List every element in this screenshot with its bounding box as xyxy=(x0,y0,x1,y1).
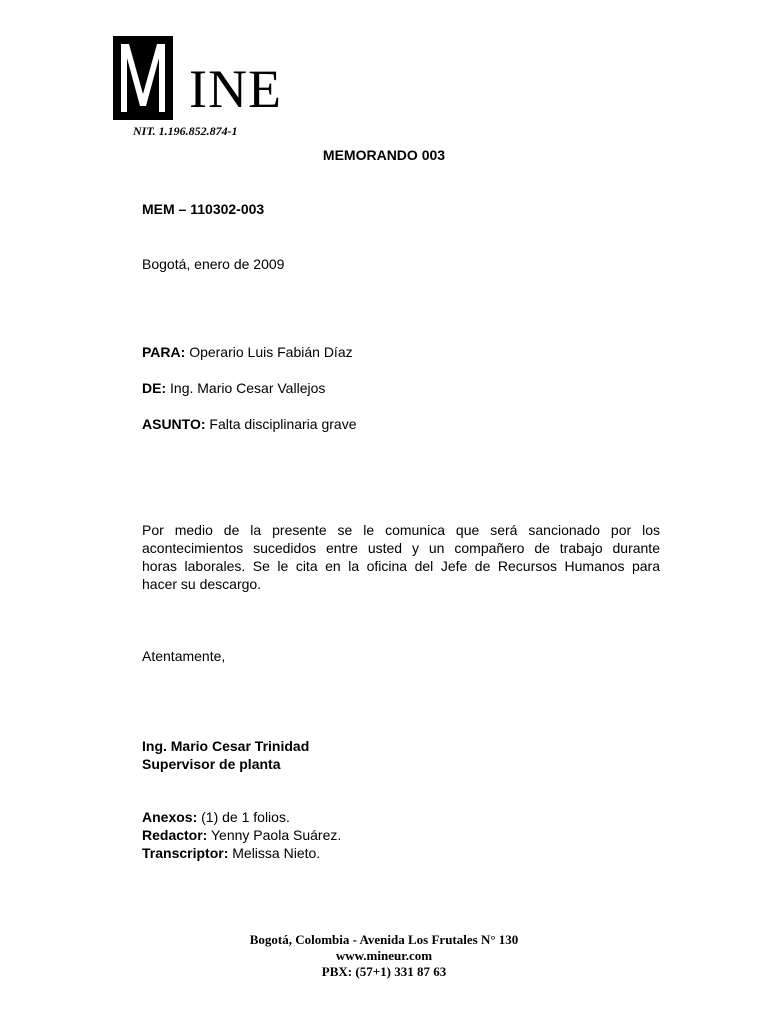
para-label: PARA: xyxy=(142,344,186,360)
page-footer xyxy=(0,932,768,980)
asunto-field xyxy=(142,415,357,433)
company-logo-mark xyxy=(113,36,173,120)
anexos-label: Anexos: xyxy=(142,809,198,825)
memo-date: Bogotá, enero de 2009 xyxy=(142,256,285,272)
transcriptor-field xyxy=(142,844,320,862)
anexos-field xyxy=(142,808,290,826)
body-line: Por medio de la presente se le comunica que será sancionado por los xyxy=(142,522,660,538)
signer-name: Ing. Mario Cesar Trinidad xyxy=(142,738,310,754)
asunto-value: Falta disciplinaria grave xyxy=(209,416,357,432)
footer-phone: PBX: (57+1) 331 87 63 xyxy=(321,964,447,979)
footer-web: www.mineur.com xyxy=(335,948,433,963)
body-line: hacer su descargo. xyxy=(142,576,262,592)
memo-body xyxy=(142,521,660,593)
closing: Atentamente, xyxy=(142,648,226,664)
body-line: acontecimientos sucedidos entre usted y un compañero de trabajo durante xyxy=(142,540,660,556)
asunto-label: ASUNTO: xyxy=(142,416,206,432)
de-value: Ing. Mario Cesar Vallejos xyxy=(170,380,326,396)
redactor-label: Redactor: xyxy=(142,827,208,843)
transcriptor-value: Melissa Nieto. xyxy=(232,845,321,861)
memo-reference: MEM – 110302-003 xyxy=(142,201,265,217)
memo-title: MEMORANDO 003 xyxy=(322,147,446,163)
de-label: DE: xyxy=(142,380,167,396)
para-field xyxy=(142,343,353,361)
anexos-value: (1) de 1 folios. xyxy=(201,809,290,825)
redactor-field xyxy=(142,826,341,844)
para-value: Operario Luis Fabián Díaz xyxy=(189,344,353,360)
company-nit: NIT. 1.196.852.874-1 xyxy=(133,124,238,138)
body-line: horas laborales. Se le cita en la oficina del Jefe de Recursos Humanos para xyxy=(142,558,660,574)
m-letter-icon xyxy=(113,36,173,120)
footer-address: Bogotá, Colombia - Avenida Los Frutales N° 130 xyxy=(249,932,519,947)
redactor-value: Yenny Paola Suárez. xyxy=(211,827,342,843)
signer-role: Supervisor de planta xyxy=(142,756,281,772)
transcriptor-label: Transcriptor: xyxy=(142,845,229,861)
de-field xyxy=(142,379,325,397)
company-logo-text: INE xyxy=(189,59,282,119)
